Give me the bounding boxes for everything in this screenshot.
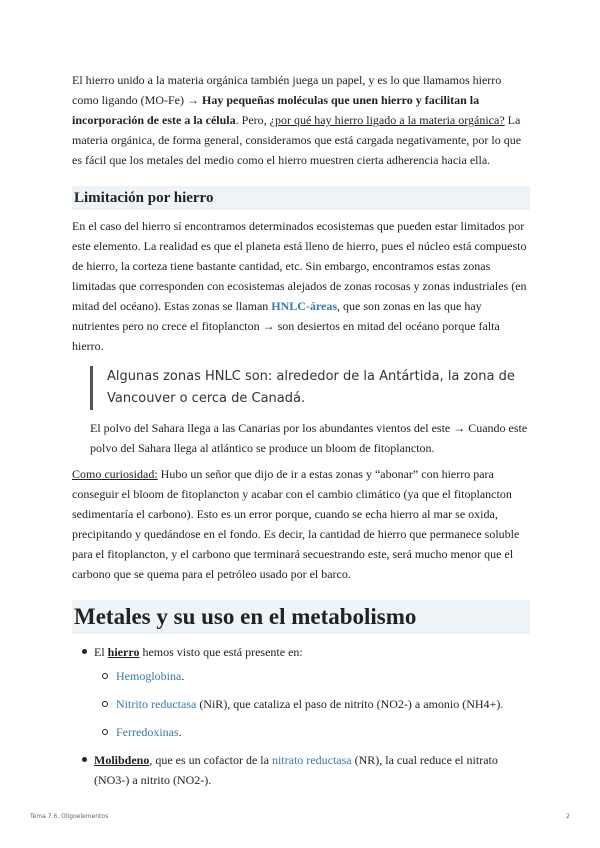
limitation-text-2: , que son zonas en las que hay nutrientes pero no crece el fitoplancton → son desiertos en mitad del océano porque falta hierro. xyxy=(72,299,500,353)
ferredoxins-link[interactable]: Ferredoxinas xyxy=(116,725,179,739)
molybdenum-term: Molibdeno xyxy=(94,753,150,767)
intro-text-2: . Pero, xyxy=(235,113,270,127)
sub-item-ferredoxins xyxy=(102,722,530,742)
intro-paragraph xyxy=(72,70,530,170)
ferredoxins-text: . xyxy=(178,725,182,739)
nitrate-reductase-link[interactable]: nitrato reductasa xyxy=(271,753,352,767)
hemoglobin-text: . xyxy=(181,669,185,683)
sahara-paragraph: El polvo del Sahara llega a las Canarias por los abundantes vientos del este → Cuando este polvo del Sahara llega al atlántico se produce un bloom de fitoplancton. xyxy=(90,421,528,455)
iron-post-text: hemos visto que está presente en: xyxy=(139,645,303,659)
intro-text-1: El hierro unido a la materia orgánica también juega un papel, y es lo que llamamos hierro como ligando (MO-Fe) → xyxy=(72,73,502,107)
intro-bold-text: Hay pequeñas moléculas que unen hierro y facilitan la incorporación de este a la célula xyxy=(72,93,480,127)
molybdenum-text-1: , que es un cofactor de la xyxy=(149,753,272,767)
intro-underlined-question: ¿por qué hay hierro ligado a la materia orgánica? xyxy=(269,113,505,127)
section-heading-metals: Metales y su uso en el metabolismo xyxy=(72,600,530,634)
hnlc-areas-term: HNLC-áreas xyxy=(271,299,338,313)
curiosity-text: Hubo un señor que dijo de ir a estas zonas y “abonar” con hierro para conseguir el bloom de fitoplancton y acabar con el cambio climático (ya que el fitoplancton sedimentaría el carbono). Esto es un error porque, cuando se echa hierro al mar se oxida, precipitando y quedándose en el fondo. Es decir, la cantidad de hierro que permanece soluble para el fitoplancton, y el carbono que terminará secuestrando este, será mucho menor que el carbono que se quema para el petróleo usado por el barco. xyxy=(72,467,520,581)
section-heading-iron-limitation: Limitación por hierro xyxy=(72,186,530,210)
molybdenum-text-2: (NR), la cual reduce el nitrato (NO3-) a nitrito (NO2-). xyxy=(94,753,498,787)
hnlc-blockquote: Algunas zonas HNLC son: alrededor de la Antártida, la zona de Vancouver o cerca de Canadá. xyxy=(90,366,530,410)
intro-text-3: La materia orgánica, de forma general, consideramos que está cargada negativamente, por lo que es fácil que los metales del medio como el hierro muestren cierta adherencia hacia ella. xyxy=(72,113,522,167)
hemoglobin-link[interactable]: Hemoglobina xyxy=(116,669,182,683)
iron-term: hierro xyxy=(107,645,140,659)
page-footer xyxy=(30,813,570,820)
list-item-iron xyxy=(82,642,530,742)
sub-item-hemoglobin xyxy=(102,666,530,686)
iron-sublist xyxy=(94,666,530,742)
page-number: 2 xyxy=(566,813,570,820)
metals-list xyxy=(72,642,530,790)
iron-pre-text: El xyxy=(94,645,108,659)
nitrite-reductase-link[interactable]: Nitrito reductasa xyxy=(116,697,197,711)
list-item-molybdenum xyxy=(82,750,530,790)
curiosity-label: Como curiosidad: xyxy=(72,467,158,481)
page-content xyxy=(72,70,530,790)
sub-item-nitrite-reductase xyxy=(102,694,530,714)
limitation-text-1: En el caso del hierro sí encontramos determinados ecosistemas que pueden estar limitados por este elemento. La realidad es que el planeta está lleno de hierro, pues el núcleo está compuesto de hierro, la corteza tiene bastante cantidad, etc. Sin embargo, encontramos estas zonas limitadas que corresponden con ecosistemas alejados de zonas rocosas y zonas industriales (en mitad del océano). Estas zonas se llaman xyxy=(72,219,527,313)
nitrite-reductase-text: (NiR), que cataliza el paso de nitrito (NO2-) a amonio (NH4+). xyxy=(196,697,504,711)
limitation-paragraph xyxy=(72,216,530,356)
curiosity-paragraph xyxy=(72,464,530,584)
footer-title: Tema 7.6. Oligoelementos xyxy=(30,813,109,820)
